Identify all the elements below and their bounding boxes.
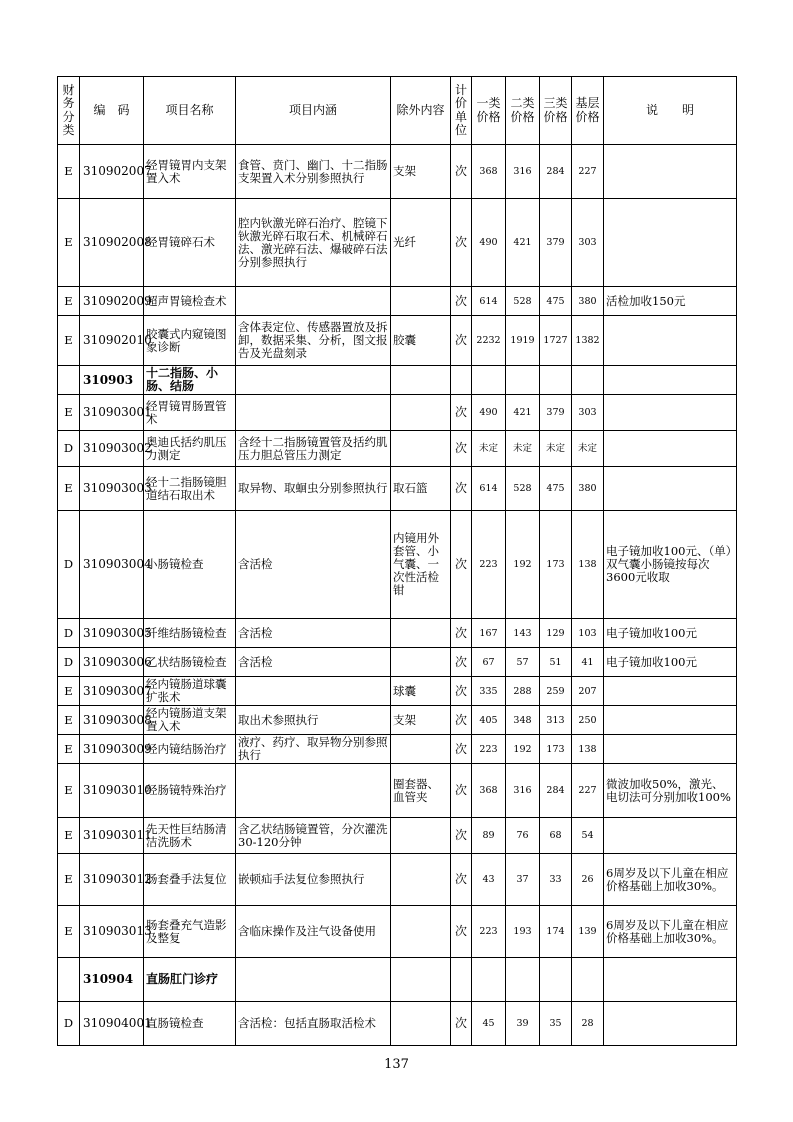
content-cell: 嵌顿疝手法复位参照执行 <box>236 854 391 906</box>
unit-cell: 次 <box>451 1002 472 1046</box>
price-4-cell: 138 <box>572 735 604 764</box>
unit-cell: 次 <box>451 431 472 467</box>
excluded-cell: 圈套器、血管夹 <box>391 764 451 818</box>
note-cell <box>604 1002 737 1046</box>
price-4-cell: 303 <box>572 395 604 431</box>
note-cell: 微波加收50%，激光、电切法可分别加收100% <box>604 764 737 818</box>
category-cell: D <box>58 619 80 648</box>
price-3-cell: 379 <box>540 199 572 287</box>
code-cell: 310902008 <box>80 199 144 287</box>
code-cell: 310903012 <box>80 854 144 906</box>
category-cell: E <box>58 316 80 366</box>
table-row <box>58 316 737 366</box>
price-2-cell: 192 <box>506 735 540 764</box>
excluded-cell <box>391 366 451 395</box>
price-2-cell <box>506 366 540 395</box>
category-cell: E <box>58 706 80 735</box>
category-cell: E <box>58 818 80 854</box>
unit-cell: 次 <box>451 511 472 619</box>
price-4-cell: 未定 <box>572 431 604 467</box>
unit-cell: 次 <box>451 619 472 648</box>
price-3-cell: 173 <box>540 511 572 619</box>
unit-cell: 次 <box>451 854 472 906</box>
content-cell <box>236 395 391 431</box>
price-table <box>57 76 737 1046</box>
price-3-cell: 475 <box>540 467 572 511</box>
price-2-cell: 528 <box>506 287 540 316</box>
price-2-cell: 316 <box>506 764 540 818</box>
price-1-cell: 490 <box>472 395 506 431</box>
excluded-cell: 球囊 <box>391 677 451 706</box>
price-4-cell: 41 <box>572 648 604 677</box>
code-cell: 310903010 <box>80 764 144 818</box>
header-note: 说 明 <box>604 77 737 145</box>
name-cell: 经内镜结肠治疗 <box>144 735 236 764</box>
table-row <box>58 467 737 511</box>
price-3-cell: 51 <box>540 648 572 677</box>
code-cell: 310903008 <box>80 706 144 735</box>
note-cell <box>604 431 737 467</box>
table-row <box>58 764 737 818</box>
price-3-cell: 1727 <box>540 316 572 366</box>
category-cell: E <box>58 145 80 199</box>
excluded-cell: 支架 <box>391 145 451 199</box>
excluded-cell <box>391 735 451 764</box>
excluded-cell <box>391 854 451 906</box>
price-4-cell: 138 <box>572 511 604 619</box>
name-cell: 乙状结肠镜检查 <box>144 648 236 677</box>
note-cell: 电子镜加收100元 <box>604 648 737 677</box>
price-3-cell: 68 <box>540 818 572 854</box>
code-cell: 310904 <box>80 958 144 1002</box>
code-cell: 310902007 <box>80 145 144 199</box>
header-unit: 计价单位 <box>451 77 472 145</box>
header-price-2: 二类价格 <box>506 77 540 145</box>
content-cell <box>236 366 391 395</box>
price-2-cell: 1919 <box>506 316 540 366</box>
code-cell: 310903004 <box>80 511 144 619</box>
excluded-cell: 内镜用外套管、小气囊、一次性活检钳 <box>391 511 451 619</box>
code-cell: 310903007 <box>80 677 144 706</box>
unit-cell: 次 <box>451 395 472 431</box>
price-2-cell <box>506 958 540 1002</box>
header-price-4: 基层价格 <box>572 77 604 145</box>
price-1-cell: 614 <box>472 287 506 316</box>
table-row <box>58 735 737 764</box>
note-cell <box>604 818 737 854</box>
code-cell: 310903009 <box>80 735 144 764</box>
name-cell: 肠套叠手法复位 <box>144 854 236 906</box>
name-cell: 直肠肛门诊疗 <box>144 958 236 1002</box>
table-row <box>58 287 737 316</box>
table-row <box>58 145 737 199</box>
price-1-cell: 43 <box>472 854 506 906</box>
table-row <box>58 199 737 287</box>
content-cell: 含乙状结肠镜置管，分次灌洗30-120分钟 <box>236 818 391 854</box>
price-3-cell <box>540 958 572 1002</box>
unit-cell: 次 <box>451 735 472 764</box>
code-cell: 310903001 <box>80 395 144 431</box>
price-4-cell: 26 <box>572 854 604 906</box>
content-cell: 含活检：包括直肠取活检术 <box>236 1002 391 1046</box>
category-cell: E <box>58 199 80 287</box>
code-cell: 310903 <box>80 366 144 395</box>
excluded-cell: 胶囊 <box>391 316 451 366</box>
unit-cell: 次 <box>451 145 472 199</box>
unit-cell <box>451 958 472 1002</box>
price-4-cell: 103 <box>572 619 604 648</box>
price-3-cell: 33 <box>540 854 572 906</box>
header-code: 编 码 <box>80 77 144 145</box>
category-cell: E <box>58 677 80 706</box>
price-1-cell <box>472 366 506 395</box>
category-cell: E <box>58 395 80 431</box>
content-cell: 取出术参照执行 <box>236 706 391 735</box>
name-cell: 小肠镜检查 <box>144 511 236 619</box>
category-cell: E <box>58 735 80 764</box>
content-cell: 含活检 <box>236 511 391 619</box>
note-cell <box>604 316 737 366</box>
name-cell: 奥迪氏括约肌压力测定 <box>144 431 236 467</box>
category-cell: D <box>58 1002 80 1046</box>
price-4-cell: 250 <box>572 706 604 735</box>
price-1-cell: 2232 <box>472 316 506 366</box>
note-cell: 6周岁及以下儿童在相应价格基础上加收30%。 <box>604 854 737 906</box>
price-4-cell: 303 <box>572 199 604 287</box>
category-cell: E <box>58 906 80 958</box>
table-row <box>58 431 737 467</box>
excluded-cell <box>391 1002 451 1046</box>
price-4-cell: 139 <box>572 906 604 958</box>
content-cell <box>236 677 391 706</box>
price-3-cell: 未定 <box>540 431 572 467</box>
table-row <box>58 854 737 906</box>
code-cell: 310904001 <box>80 1002 144 1046</box>
excluded-cell <box>391 648 451 677</box>
price-1-cell: 335 <box>472 677 506 706</box>
excluded-cell <box>391 906 451 958</box>
note-cell <box>604 706 737 735</box>
table-row <box>58 818 737 854</box>
price-1-cell: 368 <box>472 145 506 199</box>
price-2-cell: 37 <box>506 854 540 906</box>
table-row <box>58 1002 737 1046</box>
price-1-cell: 89 <box>472 818 506 854</box>
price-1-cell <box>472 958 506 1002</box>
price-3-cell: 173 <box>540 735 572 764</box>
name-cell: 经十二指肠镜胆道结石取出术 <box>144 467 236 511</box>
name-cell: 经胃镜碎石术 <box>144 199 236 287</box>
price-3-cell: 174 <box>540 906 572 958</box>
note-cell: 电子镜加收100元 <box>604 619 737 648</box>
price-4-cell: 380 <box>572 287 604 316</box>
price-4-cell: 1382 <box>572 316 604 366</box>
excluded-cell <box>391 431 451 467</box>
name-cell: 超声胃镜检查术 <box>144 287 236 316</box>
price-1-cell: 490 <box>472 199 506 287</box>
content-cell <box>236 958 391 1002</box>
header-content: 项目内涵 <box>236 77 391 145</box>
price-2-cell: 192 <box>506 511 540 619</box>
price-1-cell: 未定 <box>472 431 506 467</box>
table-row <box>58 648 737 677</box>
price-1-cell: 614 <box>472 467 506 511</box>
note-cell <box>604 199 737 287</box>
name-cell: 十二指肠、小肠、结肠 <box>144 366 236 395</box>
content-cell: 含活检 <box>236 619 391 648</box>
unit-cell: 次 <box>451 287 472 316</box>
name-cell: 纤维结肠镜检查 <box>144 619 236 648</box>
name-cell: 经胃镜胃内支架置入术 <box>144 145 236 199</box>
price-2-cell: 143 <box>506 619 540 648</box>
price-2-cell: 193 <box>506 906 540 958</box>
price-4-cell: 54 <box>572 818 604 854</box>
name-cell: 肠套叠充气造影及整复 <box>144 906 236 958</box>
price-2-cell: 348 <box>506 706 540 735</box>
content-cell: 含经十二指肠镜置管及括约肌压力胆总管压力测定 <box>236 431 391 467</box>
excluded-cell <box>391 818 451 854</box>
header-excluded: 除外内容 <box>391 77 451 145</box>
content-cell: 含临床操作及注气设备使用 <box>236 906 391 958</box>
page-number: 137 <box>384 1057 409 1072</box>
price-1-cell: 223 <box>472 906 506 958</box>
note-cell: 电子镜加收100元、（单）双气囊小肠镜按每次3600元收取 <box>604 511 737 619</box>
header-price-1: 一类价格 <box>472 77 506 145</box>
note-cell <box>604 677 737 706</box>
note-cell: 活检加收150元 <box>604 287 737 316</box>
price-4-cell: 227 <box>572 145 604 199</box>
code-cell: 310902009 <box>80 287 144 316</box>
note-cell: 6周岁及以下儿童在相应价格基础上加收30%。 <box>604 906 737 958</box>
price-3-cell: 35 <box>540 1002 572 1046</box>
name-cell: 经内镜肠道支架置入术 <box>144 706 236 735</box>
note-cell <box>604 395 737 431</box>
price-3-cell: 259 <box>540 677 572 706</box>
unit-cell: 次 <box>451 316 472 366</box>
content-cell: 取异物、取蛔虫分别参照执行 <box>236 467 391 511</box>
price-2-cell: 39 <box>506 1002 540 1046</box>
header-name: 项目名称 <box>144 77 236 145</box>
note-cell <box>604 958 737 1002</box>
header-price-3: 三类价格 <box>540 77 572 145</box>
price-2-cell: 288 <box>506 677 540 706</box>
excluded-cell: 取石篮 <box>391 467 451 511</box>
content-cell <box>236 287 391 316</box>
price-1-cell: 223 <box>472 511 506 619</box>
price-2-cell: 316 <box>506 145 540 199</box>
price-2-cell: 528 <box>506 467 540 511</box>
excluded-cell <box>391 287 451 316</box>
header-row <box>58 77 737 145</box>
content-cell: 含体表定位、传感器置放及拆卸，数据采集、分析，图文报告及光盘刻录 <box>236 316 391 366</box>
unit-cell <box>451 366 472 395</box>
note-cell <box>604 467 737 511</box>
excluded-cell: 支架 <box>391 706 451 735</box>
content-cell: 腔内钬激光碎石治疗、腔镜下钬激光碎石取石术、机械碎石法、激光碎石法、爆破碎石法分别参照执行 <box>236 199 391 287</box>
price-2-cell: 421 <box>506 395 540 431</box>
price-1-cell: 368 <box>472 764 506 818</box>
code-cell: 310903006 <box>80 648 144 677</box>
price-4-cell: 28 <box>572 1002 604 1046</box>
price-2-cell: 421 <box>506 199 540 287</box>
price-3-cell <box>540 366 572 395</box>
name-cell: 胶囊式内窥镜图象诊断 <box>144 316 236 366</box>
code-cell: 310903003 <box>80 467 144 511</box>
price-2-cell: 未定 <box>506 431 540 467</box>
price-4-cell: 227 <box>572 764 604 818</box>
price-1-cell: 45 <box>472 1002 506 1046</box>
category-cell: E <box>58 854 80 906</box>
excluded-cell: 光纤 <box>391 199 451 287</box>
category-cell <box>58 366 80 395</box>
note-cell <box>604 145 737 199</box>
price-3-cell: 284 <box>540 145 572 199</box>
excluded-cell <box>391 619 451 648</box>
content-cell: 液疗、药疗、取异物分别参照执行 <box>236 735 391 764</box>
code-cell: 310903005 <box>80 619 144 648</box>
name-cell: 经内镜肠道球囊扩张术 <box>144 677 236 706</box>
category-cell: E <box>58 764 80 818</box>
price-4-cell: 380 <box>572 467 604 511</box>
code-cell: 310903002 <box>80 431 144 467</box>
unit-cell: 次 <box>451 467 472 511</box>
table-row <box>58 395 737 431</box>
price-4-cell <box>572 366 604 395</box>
price-2-cell: 76 <box>506 818 540 854</box>
price-3-cell: 313 <box>540 706 572 735</box>
price-3-cell: 284 <box>540 764 572 818</box>
content-cell <box>236 764 391 818</box>
unit-cell: 次 <box>451 648 472 677</box>
price-4-cell <box>572 958 604 1002</box>
content-cell: 含活检 <box>236 648 391 677</box>
table-row <box>58 619 737 648</box>
header-category: 财务分类 <box>58 77 80 145</box>
price-3-cell: 475 <box>540 287 572 316</box>
price-2-cell: 57 <box>506 648 540 677</box>
content-cell: 食管、贲门、幽门、十二指肠支架置入术分别参照执行 <box>236 145 391 199</box>
note-cell <box>604 366 737 395</box>
unit-cell: 次 <box>451 818 472 854</box>
unit-cell: 次 <box>451 199 472 287</box>
table-row <box>58 511 737 619</box>
category-cell: D <box>58 431 80 467</box>
excluded-cell <box>391 395 451 431</box>
code-cell: 310903013 <box>80 906 144 958</box>
code-cell: 310902010 <box>80 316 144 366</box>
excluded-cell <box>391 958 451 1002</box>
price-1-cell: 67 <box>472 648 506 677</box>
table-row <box>58 677 737 706</box>
name-cell: 经肠镜特殊治疗 <box>144 764 236 818</box>
unit-cell: 次 <box>451 764 472 818</box>
table-row <box>58 706 737 735</box>
name-cell: 先天性巨结肠清洁洗肠术 <box>144 818 236 854</box>
name-cell: 经胃镜胃肠置管术 <box>144 395 236 431</box>
table-row <box>58 906 737 958</box>
section-row <box>58 958 737 1002</box>
price-3-cell: 129 <box>540 619 572 648</box>
name-cell: 直肠镜检查 <box>144 1002 236 1046</box>
code-cell: 310903011 <box>80 818 144 854</box>
category-cell: E <box>58 287 80 316</box>
category-cell: E <box>58 467 80 511</box>
unit-cell: 次 <box>451 706 472 735</box>
price-4-cell: 207 <box>572 677 604 706</box>
price-1-cell: 167 <box>472 619 506 648</box>
price-1-cell: 223 <box>472 735 506 764</box>
category-cell: D <box>58 648 80 677</box>
category-cell <box>58 958 80 1002</box>
price-3-cell: 379 <box>540 395 572 431</box>
note-cell <box>604 735 737 764</box>
unit-cell: 次 <box>451 906 472 958</box>
unit-cell: 次 <box>451 677 472 706</box>
section-row <box>58 366 737 395</box>
price-1-cell: 405 <box>472 706 506 735</box>
category-cell: D <box>58 511 80 619</box>
